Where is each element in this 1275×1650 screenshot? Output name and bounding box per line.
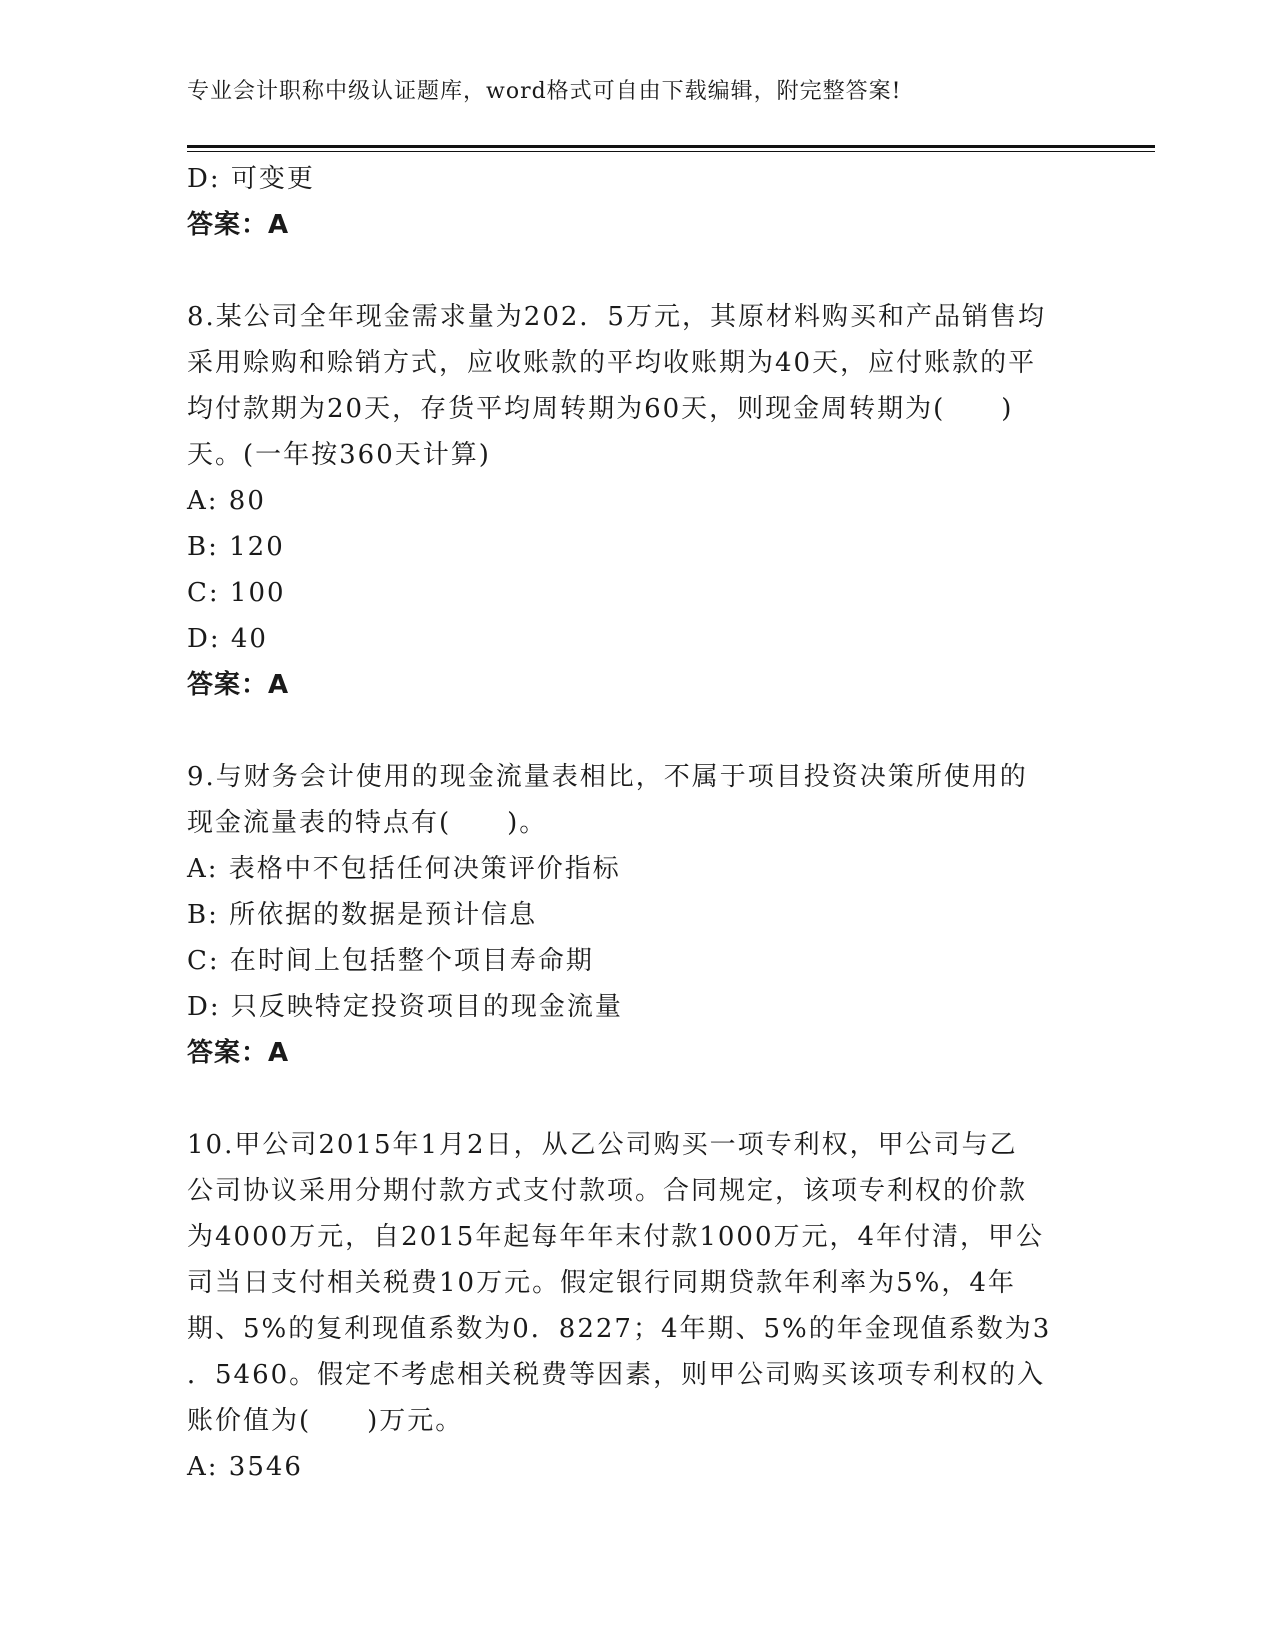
option-line: C: 在时间上包括整个项目寿命期 (187, 946, 594, 976)
option-line: B: 所依据的数据是预计信息 (187, 900, 538, 930)
header-rule (187, 145, 1155, 148)
header-rule-thin (187, 151, 1155, 152)
answer-line: 答案：A (187, 1038, 290, 1068)
answer-line: 答案：A (187, 210, 290, 240)
option-line: A: 80 (187, 486, 266, 516)
question-text: 为4000万元，自2015年起每年年末付款1000万元，4年付清，甲公 (187, 1222, 1045, 1252)
question-text: 账价值为( )万元。 (187, 1406, 464, 1436)
answer-line: 答案：A (187, 670, 290, 700)
question-text: 期、5%的复利现值系数为0．8227；4年期、5%的年金现值系数为3 (187, 1314, 1052, 1344)
question-text: 现金流量表的特点有( )。 (187, 808, 548, 838)
question-text: 天。(一年按360天计算) (187, 440, 491, 470)
option-line: A: 表格中不包括任何决策评价指标 (187, 854, 621, 884)
question-text: 均付款期为20天，存货平均周转期为60天，则现金周转期为( ) (187, 394, 1014, 424)
option-line: C: 100 (187, 578, 286, 608)
question-text: 采用赊购和赊销方式，应收账款的平均收账期为40天，应付账款的平 (187, 348, 1037, 378)
option-line: A: 3546 (187, 1452, 303, 1482)
question-text: 8.某公司全年现金需求量为202．5万元，其原材料购买和产品销售均 (187, 302, 1046, 332)
question-content (187, 156, 1087, 1490)
option-line: D: 可变更 (187, 164, 315, 194)
option-line: D: 只反映特定投资项目的现金流量 (187, 992, 623, 1022)
question-text: ．5460。假定不考虑相关税费等因素，则甲公司购买该项专利权的入 (187, 1360, 1046, 1390)
question-text: 9.与财务会计使用的现金流量表相比，不属于项目投资决策所使用的 (187, 762, 1028, 792)
option-line: D: 40 (187, 624, 268, 654)
question-text: 公司协议采用分期付款方式支付款项。合同规定，该项专利权的价款 (187, 1176, 1028, 1206)
question-text: 10.甲公司2015年1月2日，从乙公司购买一项专利权，甲公司与乙 (187, 1130, 1018, 1160)
question-text: 司当日支付相关税费10万元。假定银行同期贷款年利率为5%，4年 (187, 1268, 1016, 1298)
page-header: 专业会计职称中级认证题库，word格式可自由下载编辑，附完整答案! (187, 79, 902, 104)
option-line: B: 120 (187, 532, 285, 562)
